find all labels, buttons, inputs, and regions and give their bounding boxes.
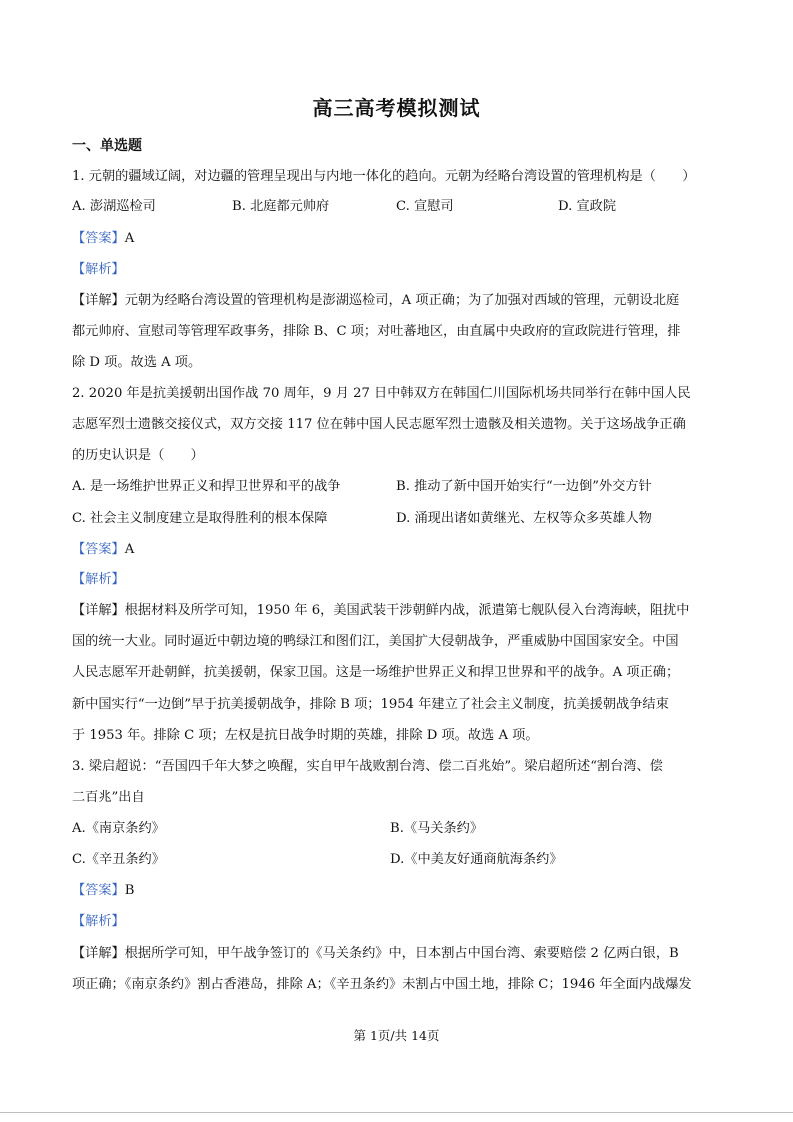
q2-detail-line-5: 于 1953 年。排除 C 项；左权是抗日战争时期的英雄，排除 D 项。故选 A 项。: [72, 728, 539, 743]
q2-detail-line-3: 人民志愿军开赴朝鲜，抗美援朝，保家卫国。这是一场维护世界正义和捍卫世界和平的战争。A 项正确；: [72, 665, 680, 680]
q2-option-c: C. 社会主义制度建立是取得胜利的根本保障: [72, 511, 328, 526]
detail-tag: 【详解】: [72, 603, 125, 618]
q2-option-b: B. 推动了新中国开始实行“一边倒”外交方针: [396, 479, 652, 494]
q3-option-b: B.《马关条约》: [390, 821, 484, 836]
detail-tag: 【详解】: [72, 293, 125, 308]
detail-text: 根据所学可知，甲午战争签订的《马关条约》中，日本割占中国台湾、索要赔偿 2 亿两白银，B: [124, 946, 679, 961]
q3-analysis: [72, 913, 722, 931]
section-heading: 一、单选题: [72, 138, 142, 154]
answer-value: B: [124, 883, 135, 898]
q3-detail-line-1: [72, 945, 722, 963]
answer-tag: 【答案】: [72, 231, 125, 246]
q2-answer: [72, 541, 722, 559]
q1-answer: [72, 230, 722, 248]
q2-stem-line-1: 2. 2020 年是抗美援朝出国作战 70 周年，9 月 27 日中韩双方在韩国仁川国际机场共同举行在韩中国人民: [72, 386, 691, 401]
q1-option-c: C. 宣慰司: [396, 199, 454, 214]
detail-text: 根据材料及所学可知，1950 年 6，美国武装干涉朝鲜内战，派遣第七舰队侵入台湾海峡，阻扰中: [124, 603, 690, 618]
q2-option-d: D. 涌现出诸如黄继光、左权等众多英雄人物: [396, 511, 652, 526]
q1-detail-line-3: 除 D 项。故选 A 项。: [72, 355, 202, 370]
page-footer: 第 1页/共 14页: [353, 1028, 440, 1043]
analysis-tag: 【解析】: [72, 262, 125, 277]
q2-stem-line-2: 志愿军烈士遗骸交接仪式，双方交接 117 位在韩中国人民志愿军烈士遗骸及相关遗物。关于这场战争正确: [72, 417, 686, 432]
detail-tag: 【详解】: [72, 946, 125, 961]
q3-option-a: A.《南京条约》: [72, 821, 165, 836]
question-1-stem: 1. 元朝的疆域辽阔，对边疆的管理呈现出与内地一体化的趋向。元朝为经略台湾设置的管理机构是（ ）: [72, 169, 696, 184]
answer-tag: 【答案】: [72, 883, 125, 898]
bottom-divider: [0, 1112, 793, 1113]
q3-option-c: C.《辛丑条约》: [72, 852, 165, 867]
q3-answer: [72, 882, 722, 900]
q2-detail-line-2: 国的统一大业。同时逼近中朝边境的鸭绿江和图们江，美国扩大侵朝战争，严重威胁中国国家安全。中国: [72, 634, 679, 649]
q1-option-d: D. 宣政院: [558, 199, 617, 214]
q1-option-a: A. 澎湖巡检司: [72, 199, 156, 214]
answer-value: A: [124, 231, 135, 246]
q2-stem-line-3: 的历史认识是（ ）: [72, 448, 204, 463]
q3-stem-line-1: 3. 梁启超说：“吾国四千年大梦之唤醒，实自甲午战败割台湾、偿二百兆始”。梁启超所述“割台湾、偿: [72, 759, 663, 774]
analysis-tag: 【解析】: [72, 914, 125, 929]
q2-detail-line-4: 新中国实行“一边倒”早于抗美援朝战争，排除 B 项；1954 年建立了社会主义制度，抗美援朝战争结束: [72, 697, 669, 712]
page-title: 高三高考模拟测试: [312, 96, 481, 120]
q2-analysis: [72, 571, 722, 589]
detail-text: 元朝为经略台湾设置的管理机构是澎湖巡检司，A 项正确；为了加强对西域的管理，元朝设北庭: [124, 293, 680, 308]
q1-detail-line-1: [72, 292, 722, 310]
q3-stem-line-2: 二百兆”出自: [72, 790, 145, 805]
answer-value: A: [124, 542, 135, 557]
q1-analysis: [72, 261, 722, 279]
q3-option-d: D.《中美友好通商航海条约》: [390, 852, 563, 867]
q3-detail-line-2: 项正确；《南京条约》割占香港岛，排除 A；《辛丑条约》未割占中国土地，排除 C；1946 年全面内战爆发: [72, 977, 692, 992]
q2-option-a: A. 是一场维护世界正义和捍卫世界和平的战争: [72, 479, 341, 494]
analysis-tag: 【解析】: [72, 572, 125, 587]
q1-option-b: B. 北庭都元帅府: [232, 199, 330, 214]
q2-detail-line-1: [72, 602, 722, 620]
q1-detail-line-2: 都元帅府、宣慰司等管理军政事务，排除 B、C 项；对吐蕃地区，由直属中央政府的宣政院进行管理，排: [72, 324, 681, 339]
answer-tag: 【答案】: [72, 542, 125, 557]
